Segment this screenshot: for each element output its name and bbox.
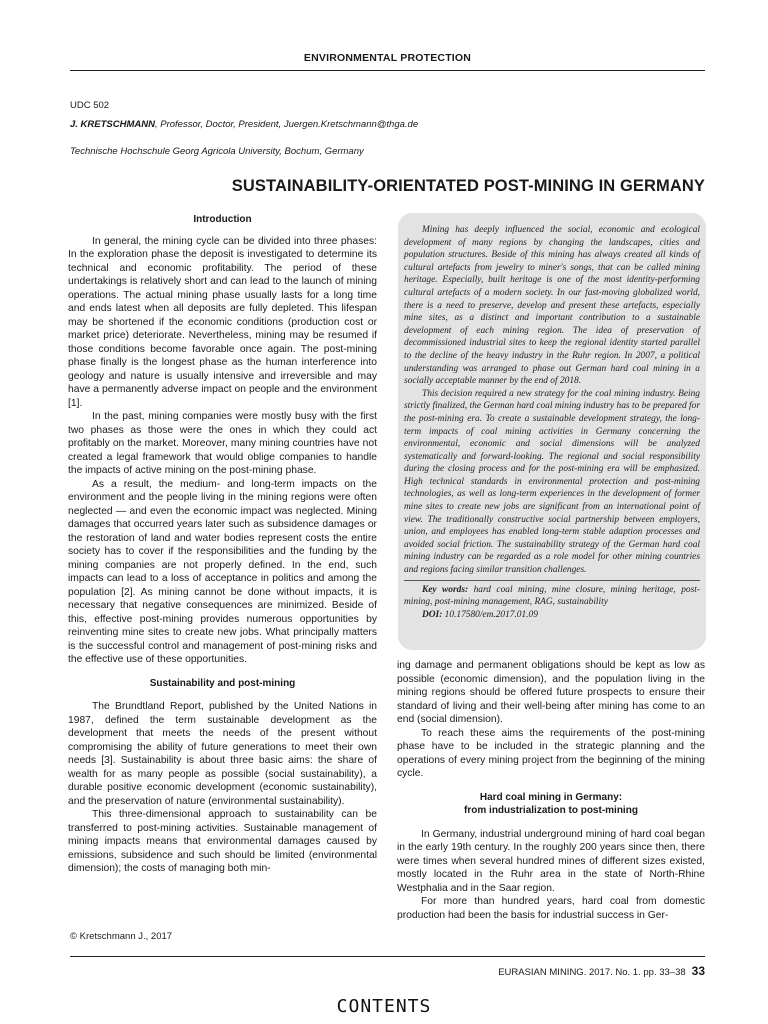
contents-link[interactable]: CONTENTS xyxy=(336,996,432,1017)
hard-coal-paragraph-1: In Germany, industrial underground mining of hard coal began in the early 19th century. In the roughly 200 years since then, there were times when several hundred mines of different sizes existed, mostly located in the Ruhr area in the state of North-Rhine Westphalia and in the Saar region. xyxy=(397,828,705,894)
abstract-paragraph-2: This decision required a new strategy for the coal mining industry. Being strictly finalized, the German hard coal mining industry has to be prepared for the post-mining era. To create a sustainable development strategy, the long-term impacts of coal mining activities in Germany concerning the environmental, economic and social dimensions will be analyzed systematically and forward-looking. The regional and social responsibility during the closing process and for the post-mining era will be emphasized. High technical standards in environmental protection and post-mining technologies, as well as long-term experiences in the development of former mine sites to create new jobs are significant from an international point of view. The traditionally constructive social partnership between employers, union, and employees has enabled long-term stable adaption processes and avoided social friction. The sustainability strategy of the German hard coal mining industry can be regarded as a role model for other mining countries and regions facing similar transition challenges. xyxy=(404,388,700,576)
hard-coal-heading xyxy=(397,791,705,818)
abstract-box xyxy=(398,213,706,650)
page-number: 33 xyxy=(691,964,705,978)
affiliation: Technische Hochschule Georg Agricola University, Bochum, Germany xyxy=(70,146,364,157)
sustainability-paragraph-2: This three-dimensional approach to sustainability can be transferred to post-mining activities. Sustainable management of mining impacts means that environmental damages caused by emissions, subsidence and such should be limited (environmental dimension); the costs of managing both min- xyxy=(68,809,377,874)
author-details: , Professor, Doctor, President, Juergen.Kretschmann@thga.de xyxy=(154,119,419,130)
udc-code: UDC 502 xyxy=(70,100,110,111)
right-paragraph-1: ing damage and permanent obligations should be kept as low as possible (economic dimension), and the population living in the mining regions should be offered future prospects to ensure their standard of living and their well-being after mining has come to an end (social dimension). xyxy=(397,660,705,725)
intro-paragraph-1: In general, the mining cycle can be divided into three phases: In the exploration phase the deposit is investigated to determine its technical and economic profitability. The period of these undertakings is relatively short and can lead to the launch of mining operations. The actual mining phase usually lasts for a long time and ends latest when all deposits are fully depleted. This lifespan may be shortened if the economic conditions (production cost or market price) deteriorate. Nevertheless, mining may be resumed if those conditions become favorable once again. The post-mining phase finally is the longest phase as the human interference into geology and nature is usually intensive and irreversible and may have a permanently adverse impact on people and the environment [1]. xyxy=(68,235,377,409)
sustainability-paragraph-1: The Brundtland Report, published by the United Nations in 1987, defined the term sustainable development as the development that meets the needs of the present without compromising the ability of future generations to meet their own needs [3]. Sustainability is about three basic aims: the share of wealth for as many people as possible (social sustainability), a durable positive economic development (economic sustainability), and the preservation of nature (environmental sustainability). xyxy=(68,701,377,807)
journal-citation: EURASIAN MINING. 2017. No. 1. pp. 33–38 xyxy=(498,967,686,978)
intro-heading: Introduction xyxy=(193,214,252,225)
author-name: J. KRETSCHMANN xyxy=(70,119,155,130)
header-rule xyxy=(70,70,705,71)
doi-link[interactable]: 10.17580/em.2017.01.09 xyxy=(442,609,538,620)
journal-footer xyxy=(498,964,705,978)
copyright: © Kretschmann J., 2017 xyxy=(70,931,173,942)
hard-coal-heading-line-1: Hard coal mining in Germany: xyxy=(479,791,623,803)
keywords xyxy=(404,584,700,609)
left-column xyxy=(68,212,377,876)
hard-coal-heading-line-2: from industrialization to post-mining xyxy=(464,805,638,816)
section-header: ENVIRONMENTAL PROTECTION xyxy=(303,52,472,64)
doi-label: DOI: xyxy=(422,609,443,620)
right-column xyxy=(397,659,705,922)
footer-rule xyxy=(70,956,705,957)
intro-paragraph-2: In the past, mining companies were mostly busy with the first two phases as those were the ones in which they could act profitably on the market. Moreover, many mining countries have not created a legal framework that would oblige companies to handle the impacts of active mining on the post-mining phase. xyxy=(68,411,377,476)
doi xyxy=(404,609,700,622)
sustainability-heading: Sustainability and post-mining xyxy=(149,677,296,689)
author-line xyxy=(70,119,418,130)
abstract-paragraph-1: Mining has deeply influenced the social, economic and ecological development of many regions by changing the landscapes, cities and population structures. Beside of this mining has always created all kinds of cultural artefacts from jewelry to miner's songs, that can be called mining heritage. Especially, built heritage is one of the most identity-performing cultural artefacts of a modern society. In our fast-moving globalized world, there is a need to preserve, develop and present these artefacts, especially mine sites, as a distinct and important contribution to a sustainable development of each mining region. The idea of preservation of decommissioned industrial sites to keep the regional identity started parallel to the decline of the heavy industry in the Ruhr region. In 2007, a political understanding was arranged to phase out German hard coal mining in a socially acceptable manner by the end of 2018. xyxy=(404,225,700,387)
right-paragraph-2: To reach these aims the requirements of the post-mining phase have to be included in the strategic planning and the operations of every mining project from the beginning of the mining cycle. xyxy=(397,727,705,779)
article-title: SUSTAINABILITY-ORIENTATED POST-MINING IN GERMANY xyxy=(231,177,705,195)
keywords-label: Key words: xyxy=(422,584,469,595)
hard-coal-paragraph-2: For more than hundred years, hard coal from domestic production had been the basis for industrial success in Ger- xyxy=(397,896,705,921)
keywords-text: hard coal mining, mine closure, mining heritage, post-mining, post-mining management, RAG, sustainability xyxy=(404,584,700,608)
abstract-divider xyxy=(404,580,700,581)
intro-paragraph-3: As a result, the medium- and long-term impacts on the environment and the people living in the mining regions were often neglected — and even the economic impact was neglected. Mining damages that occurred years later such as subsidence damages or the restoration of land and water bodies represent costs the entire society has to cover if the responsibilities and the funding by the mining companies are not properly defined. In the end, such impacts can lead to a loss of acceptance in politics and among the population [2]. As mining cannot be done without impacts, it is necessary that negative consequences are minimized. Beside of this, effective post-mining provides numerous opportunities by reinventing mine sites to create new jobs. What principally matters is the successful control and management of post-mining risks and the effective use of these opportunities. xyxy=(68,478,377,665)
